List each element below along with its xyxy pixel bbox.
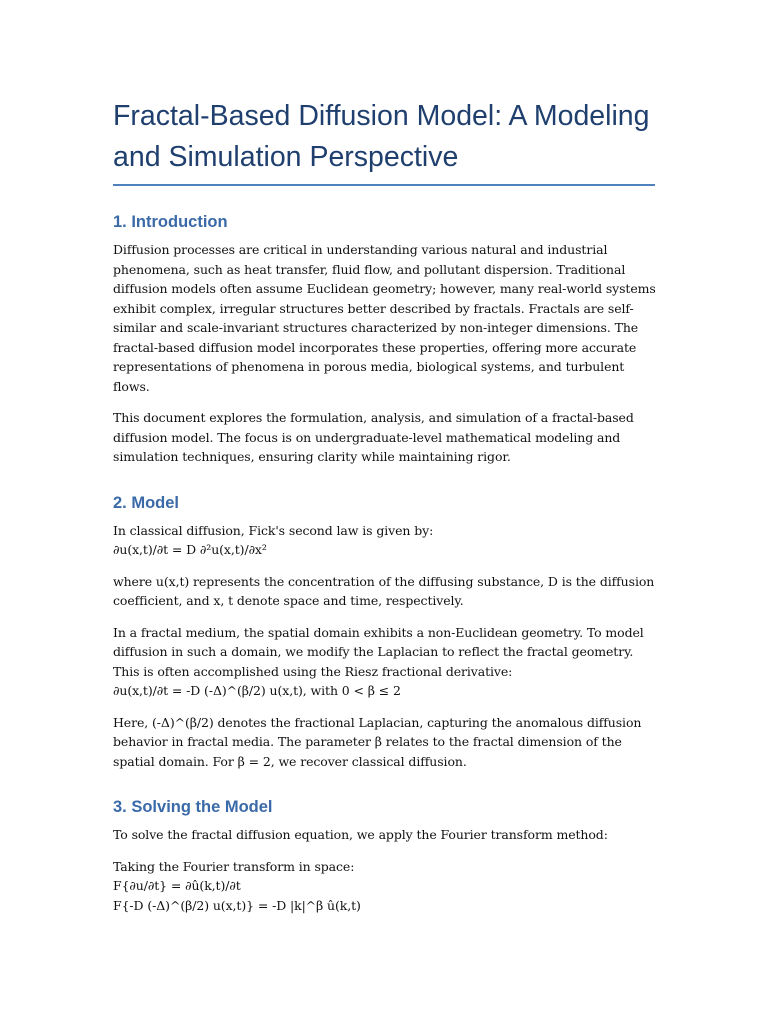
paragraph-line: In a fractal medium, the spatial domain exhibits a non-Euclidean geometry. To model diffusion in such a domain, we modify the Laplacian to reflect the fractal geometry. This is often accomplished using the Riesz fractional derivative: bbox=[113, 624, 644, 679]
paragraph-line: This document explores the formulation, analysis, and simulation of a fractal-based diffusion model. The focus is on undergraduate-level mathematical modeling and simulation techniques, ensuring clarity while maintaining rigor. bbox=[113, 410, 634, 464]
section-introduction bbox=[113, 212, 658, 467]
equation-ficks-law: ∂u(x,t)/∂t = D ∂²u(x,t)/∂x² bbox=[113, 542, 267, 557]
paragraph bbox=[113, 572, 658, 611]
section-model bbox=[113, 493, 658, 772]
title-underline bbox=[113, 184, 655, 186]
paragraph bbox=[113, 521, 658, 560]
section-heading: 2. Model bbox=[113, 493, 180, 512]
paragraph bbox=[113, 857, 658, 916]
paragraph-line: Diffusion processes are critical in understanding various natural and industrial phenomena, such as heat transfer, fluid flow, and pollutant dispersion. Traditional diffusion models often assume Euclidean geometry; however, many real-world systems exhibit complex, irregular structures better described by fractals. Fractals are self-similar and scale-invariant structures characterized by non-integer dimensions. The fractal-based diffusion model incorporates these properties, offering more accurate representations of phenomena in porous media, biological systems, and turbulent flows. bbox=[113, 242, 656, 394]
paragraph bbox=[113, 623, 658, 701]
section-heading: 3. Solving the Model bbox=[113, 798, 273, 816]
paragraph-line: In classical diffusion, Fick's second law is given by: bbox=[113, 522, 434, 538]
paragraph bbox=[113, 825, 658, 845]
section-heading: 1. Introduction bbox=[113, 213, 228, 231]
paragraph-line: Taking the Fourier transform in space: bbox=[113, 858, 355, 874]
paragraph bbox=[113, 240, 658, 396]
paragraph-line: where u(x,t) represents the concentration of the diffusing substance, D is the diffusion coefficient, and x, t denote space and time, respectively. bbox=[113, 573, 655, 608]
equation-fourier-time: F{∂u/∂t} = ∂û(k,t)/∂t bbox=[113, 878, 241, 893]
paragraph bbox=[113, 408, 658, 467]
paragraph-line: To solve the fractal diffusion equation, we apply the Fourier transform method: bbox=[113, 827, 608, 842]
section-solving-the-model bbox=[113, 797, 658, 915]
document-body bbox=[113, 96, 658, 927]
paragraph bbox=[113, 713, 658, 772]
paragraph-line: Here, (-Δ)^(β/2) denotes the fractional Laplacian, capturing the anomalous diffusion behavior in fractal media. The parameter β relates to the fractal dimension of the spatial domain. For β = 2, we recover classical diffusion. bbox=[113, 714, 642, 769]
equation-fourier-laplacian: F{-D (-Δ)^(β/2) u(x,t)} = -D |k|^β û(k,t) bbox=[113, 897, 361, 913]
document-title: Fractal-Based Diffusion Model: A Modeling and Simulation Perspective bbox=[113, 100, 650, 173]
equation-fractional-diffusion: ∂u(x,t)/∂t = -D (-Δ)^(β/2) u(x,t), with 0 < β ≤ 2 bbox=[113, 683, 401, 698]
